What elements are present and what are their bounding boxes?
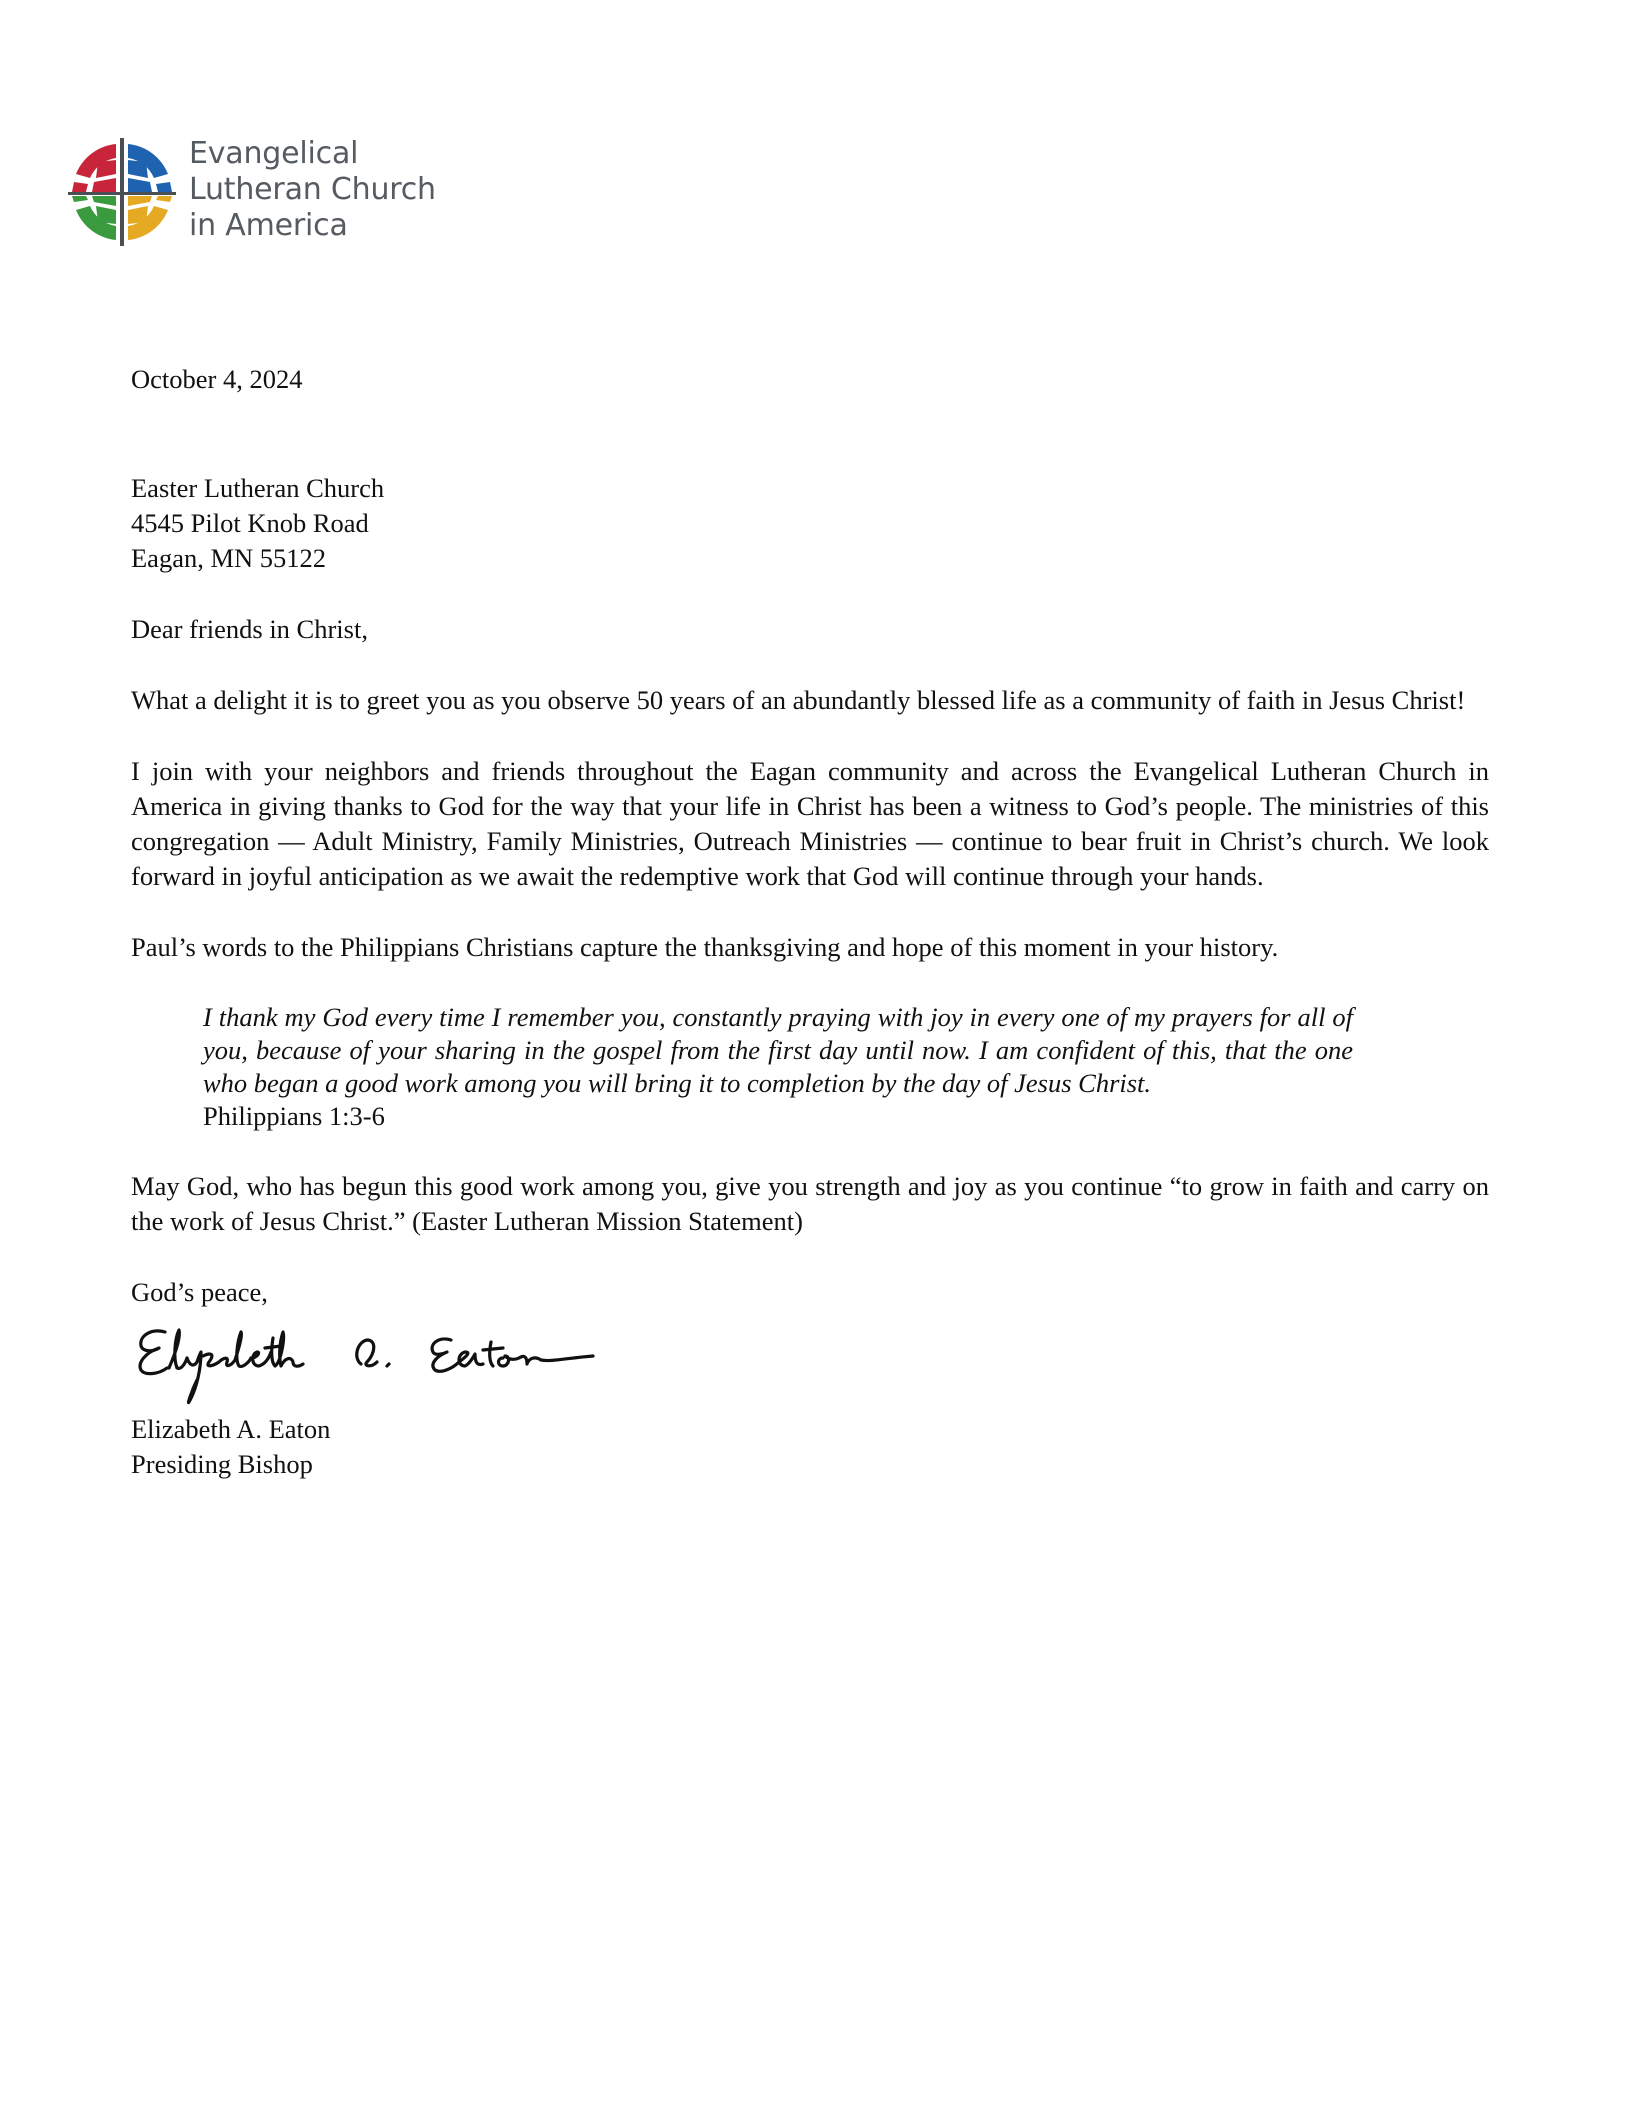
logo-blue-segment-inner [128,178,152,192]
logo-red-segment-mid [72,182,88,192]
recipient-name: Easter Lutheran Church [131,473,385,503]
logo-yellow-segment-mid [156,196,172,202]
logo-green-segment-bottom [96,206,116,224]
logo-cross-horizontal [68,192,176,195]
logo-wordmark-line1: Evangelical [189,136,359,171]
paragraph-blessing: May God, who has begun this good work among you, give you strength and joy as you continue “to grow in faith and carry on the work of Jesus Christ.” (Easter Lutheran Mission Statement) [131,1171,1489,1236]
logo-wordmark [189,136,436,244]
letter-date: October 4, 2024 [131,364,303,394]
paragraph-thanks: I join with your neighbors and friends throughout the Eagan community and across the Evangelical Lutheran Church in America in giving thanks to God for the way that your life in Christ has been a witness to God’s people. The ministries of this congregation — Adult Ministry, Family Ministries, Outreach Ministries — continue to bear fruit in Christ’s church. We look forward in joyful anticipation as we await the redemptive work that God will continue through your hands. [131,756,1489,891]
logo-yellow-segment-bottom [128,206,148,224]
handwritten-signature [131,1318,651,1408]
recipient-street: 4545 Pilot Knob Road [131,508,369,538]
signer-title: Presiding Bishop [131,1449,313,1479]
closing: God’s peace, [131,1277,268,1307]
logo-blue-segment-mid [156,182,172,192]
logo-red-segment-top [96,160,116,178]
scripture-quote [203,1001,1353,1133]
logo-wordmark-line3: in America [189,208,348,243]
scripture-reference: Philippians 1:3-6 [203,1101,385,1131]
scripture-quote-text: I thank my God every time I remember you, constantly praying with joy in every one of my prayers for all of you, because of your sharing in the gospel from the first day until now. I am confident of this, that the one who began a good work among you will bring it to completion by the day of Jesus Christ. [203,1002,1353,1098]
logo-green-segment-inner [92,196,116,206]
recipient-city-state-zip: Eagan, MN 55122 [131,543,327,573]
signer-name: Elizabeth A. Eaton [131,1414,331,1444]
paragraph-greeting: What a delight it is to greet you as you observe 50 years of an abundantly blessed life as a community of faith in Jesus Christ! [131,685,1466,715]
logo-yellow-segment-inner [128,196,152,206]
letter-body [131,362,1489,1482]
logo-green-segment-mid [72,196,88,202]
logo-blue-segment-top [128,160,148,178]
letterhead [68,132,438,250]
elca-cross-logo-icon [68,138,176,246]
logo-wordmark-line2: Lutheran Church [189,172,436,207]
salutation: Dear friends in Christ, [131,614,368,644]
paragraph-philippians-intro: Paul’s words to the Philippians Christians capture the thanksgiving and hope of this moment in your history. [131,932,1279,962]
recipient-address [131,471,1489,576]
logo-red-segment-inner [92,178,116,192]
